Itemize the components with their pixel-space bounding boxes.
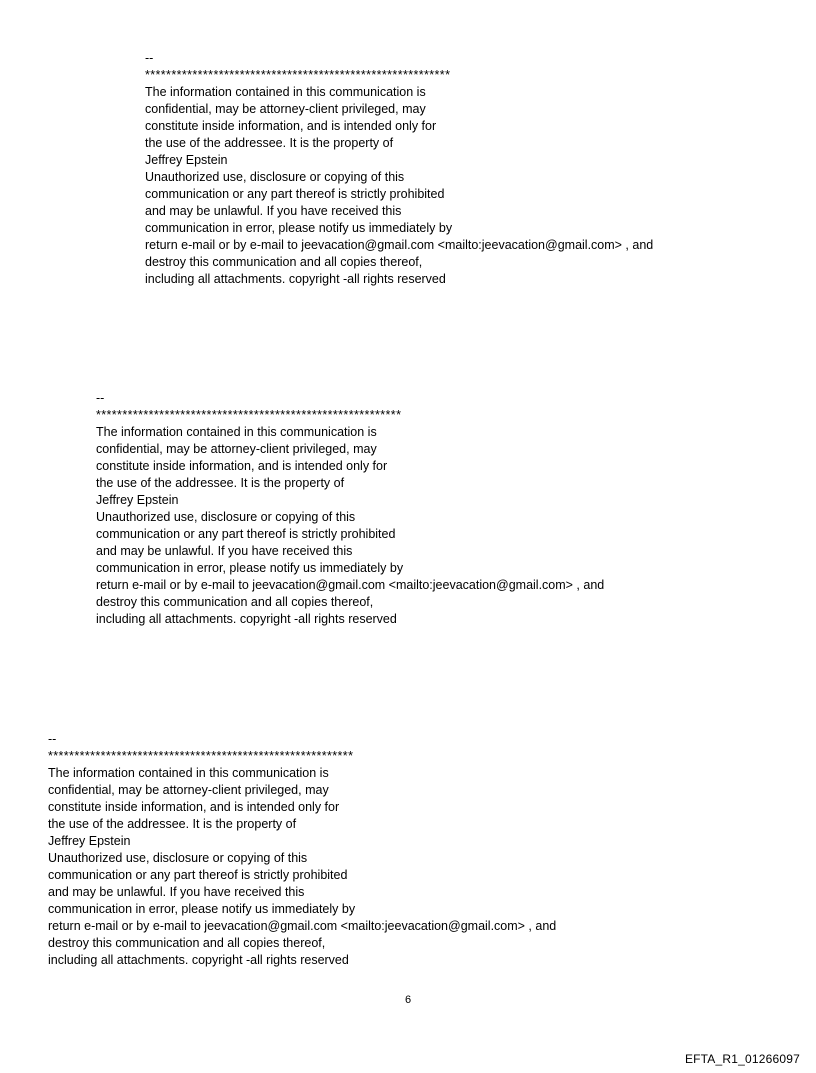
disclaimer-line: destroy this communication and all copies thereof, (145, 255, 423, 269)
disclaimer-line: communication in error, please notify us immediately by (96, 561, 404, 575)
star-divider: ********************************************************** (48, 749, 354, 763)
disclaimer-line: constitute inside information, and is intended only for (145, 119, 437, 133)
disclaimer-line: confidential, may be attorney-client privileged, may (48, 783, 329, 797)
disclaimer-line: The information contained in this communication is (48, 766, 329, 780)
disclaimer-line: including all attachments. copyright -all rights reserved (96, 612, 397, 626)
disclaimer-line: and may be unlawful. If you have received this (96, 544, 353, 558)
disclaimer-line: including all attachments. copyright -all rights reserved (48, 953, 349, 967)
disclaimer-line: Jeffrey Epstein (145, 153, 228, 167)
disclaimer-line: return e-mail or by e-mail to jeevacation@gmail.com <mailto:jeevacation@gmail.com> , and (48, 919, 557, 933)
disclaimer-line: and may be unlawful. If you have received this (48, 885, 305, 899)
disclaimer-line: destroy this communication and all copies thereof, (48, 936, 326, 950)
disclaimer-line: confidential, may be attorney-client privileged, may (96, 442, 377, 456)
disclaimer-line: communication or any part thereof is strictly prohibited (145, 187, 445, 201)
disclaimer-line: Unauthorized use, disclosure or copying of this (145, 170, 405, 184)
disclaimer-line: including all attachments. copyright -all rights reserved (145, 272, 446, 286)
disclaimer-line: the use of the addressee. It is the property of (48, 817, 297, 831)
disclaimer-line: The information contained in this communication is (96, 425, 377, 439)
disclaimer-block-3 (48, 731, 556, 969)
page-number: 6 (404, 994, 412, 1006)
separator: -- (48, 732, 57, 746)
disclaimer-line: destroy this communication and all copies thereof, (96, 595, 374, 609)
disclaimer-block-2 (96, 390, 604, 628)
star-divider: ********************************************************** (145, 68, 451, 82)
disclaimer-line: Jeffrey Epstein (48, 834, 131, 848)
bates-id: EFTA_R1_01266097 (684, 1052, 800, 1066)
separator: -- (96, 391, 105, 405)
disclaimer-line: The information contained in this communication is (145, 85, 426, 99)
disclaimer-line: communication in error, please notify us immediately by (145, 221, 453, 235)
separator: -- (145, 51, 154, 65)
disclaimer-line: communication in error, please notify us immediately by (48, 902, 356, 916)
star-divider: ********************************************************** (96, 408, 402, 422)
disclaimer-line: communication or any part thereof is strictly prohibited (96, 527, 396, 541)
disclaimer-line: return e-mail or by e-mail to jeevacation@gmail.com <mailto:jeevacation@gmail.com> , and (145, 238, 654, 252)
disclaimer-line: Unauthorized use, disclosure or copying of this (96, 510, 356, 524)
disclaimer-line: Jeffrey Epstein (96, 493, 179, 507)
disclaimer-line: confidential, may be attorney-client privileged, may (145, 102, 426, 116)
disclaimer-line: return e-mail or by e-mail to jeevacation@gmail.com <mailto:jeevacation@gmail.com> , and (96, 578, 605, 592)
disclaimer-line: constitute inside information, and is intended only for (48, 800, 340, 814)
disclaimer-line: the use of the addressee. It is the property of (96, 476, 345, 490)
disclaimer-block-1 (145, 50, 653, 288)
disclaimer-line: Unauthorized use, disclosure or copying of this (48, 851, 308, 865)
disclaimer-line: and may be unlawful. If you have received this (145, 204, 402, 218)
disclaimer-line: communication or any part thereof is strictly prohibited (48, 868, 348, 882)
disclaimer-line: constitute inside information, and is intended only for (96, 459, 388, 473)
disclaimer-line: the use of the addressee. It is the property of (145, 136, 394, 150)
